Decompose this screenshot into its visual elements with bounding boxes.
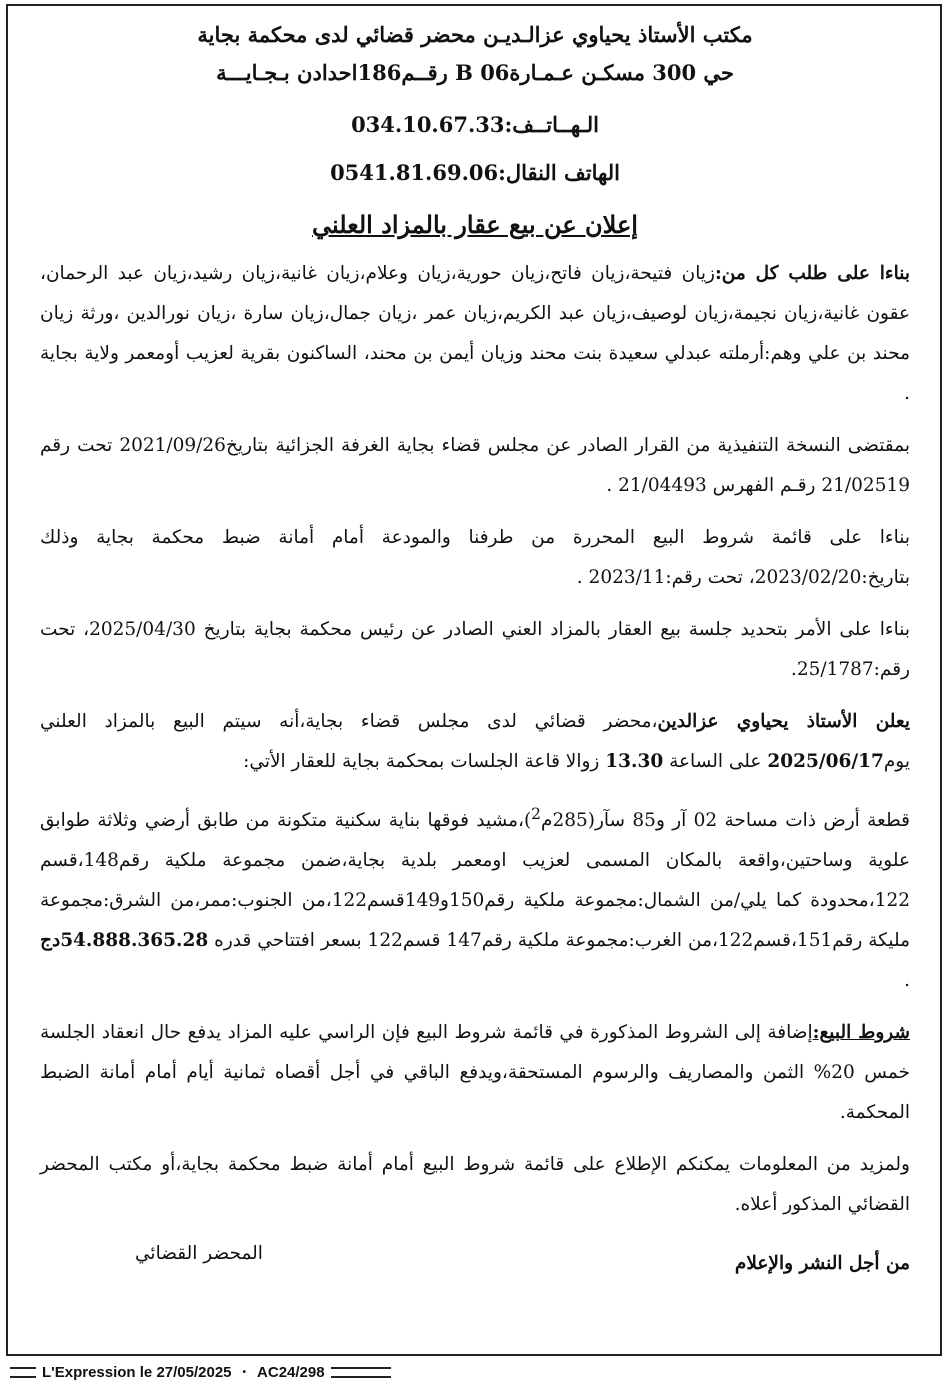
paragraph-court-decision: بمقتضى النسخة التنفيذية من القرار الصادر عن مجلس قضاء بجاية الغرفة الجزائية بتاريخ2021/09/26 تحت رقم 21/02519 رقـم الفهرس 21/04493 . bbox=[40, 435, 910, 496]
publication-footer bbox=[10, 1362, 410, 1382]
signature-row bbox=[40, 1243, 910, 1274]
auction-mid: ،محضر قضائي لدى مجلس قضاء بجاية،أنه سيتم البيع بالمزاد العلني يوم bbox=[40, 711, 910, 772]
office-phone: الـهــاتــف:034.10.67.33 bbox=[351, 112, 599, 137]
property-sup: 2 bbox=[531, 805, 541, 823]
property-main: قطعة أرض ذات مساحة 02 آر و85 سآر(285م bbox=[540, 810, 910, 832]
announcement-title: إعلان عن بيع عقار بالمزاد العلني bbox=[312, 210, 638, 239]
publication-reference: AC24/298 bbox=[257, 1363, 325, 1381]
property-rest: )،مشيد فوقها بناية سكنية متكونة من طابق أرضي وثلاثة طوابق علوية وساحتين،واقعة بالمكان المسمى لعزيب اومعمر بلدية بجاية،ضمن مجموعة ملكية رقم148،قسم 122،محدودة كما يلي/من الشمال:مجموعة ملكية رقم150و149قسم122،من الجنوب:ممر،من الشرق:مجموعة مليكة رقم151،قسم122،من الغرب:مجموعة ملكية رقم147 قسم122 بسعر افتتاحي قدره bbox=[40, 810, 910, 952]
auction-time: 13.30 bbox=[605, 751, 664, 772]
announcement-document bbox=[40, 12, 910, 1274]
opening-price: 54.888.365.28دج bbox=[40, 930, 209, 952]
paragraph-sale-terms bbox=[40, 1013, 910, 1133]
paragraph-property-description bbox=[40, 794, 910, 1001]
paragraph-requesters bbox=[40, 254, 910, 414]
office-address: حي 300 مسكـن عـمـارة06 B رقــم186احدادن بـجـايـــة bbox=[216, 60, 734, 85]
footer-rule-right bbox=[331, 1367, 391, 1378]
publication-date: L'Expression le 27/05/2025 bbox=[42, 1363, 232, 1381]
paragraph-session-order: بناءا على الأمر بتحديد جلسة بيع العقار بالمزاد العني الصادر عن رئيس محكمة بجاية بتاريخ 2025/04/30، تحت رقم:25/1787. bbox=[40, 619, 910, 680]
sale-terms-body: إضافة إلى الشروط المذكورة في قائمة شروط البيع فإن الراسي عليه المزاد يدفع حال انعقاد الجلسة خمس 20% الثمن والمصاريف والرسوم المستحقة،ويدفع الباقي في أجل أقصاه ثمانية أيام أمام أمانة الضبط المحكمة. bbox=[40, 1022, 910, 1124]
auction-time-pre: على الساعة bbox=[669, 751, 762, 772]
sale-terms-lead: شروط البيع: bbox=[812, 1022, 910, 1044]
office-mobile: الهاتف النقال:0541.81.69.06 bbox=[330, 160, 620, 185]
property-end: . bbox=[904, 970, 910, 992]
paragraph-auction-notice bbox=[40, 702, 910, 782]
requesters-body: زيان فتيحة،زيان فاتح،زيان حورية،زيان وعلام،زيان غانية،زيان رشيد،زيان عبد الرحمان، عقون غانية،زيان نجيمة،زيان لوصيف،زيان عبد الكريم،زيان عمر ،زيان جمال،زيان سارة ،زيان نورالدين ،ورثة زيان محند بن علي وهم:أرملته عبدلي سعيدة بنت محند وزيان أيمن بن محند، الساكنون بقرية لعزيب أومعمر ولاية بجاية . bbox=[40, 263, 910, 404]
bailiff-signature: المحضر القضائي bbox=[135, 1243, 263, 1265]
paragraph-more-info: ولمزيد من المعلومات يمكنكم الإطلاع على قائمة شروط البيع أمام أمانة ضبط محكمة بجاية،أو مكتب المحضر القضائي المذكور أعلاه. bbox=[40, 1154, 910, 1216]
auction-date: 2025/06/17 bbox=[767, 751, 884, 772]
footer-separator: • bbox=[242, 1366, 247, 1378]
auction-lead: يعلن الأستاذ يحياوي عزالدين bbox=[657, 711, 910, 732]
office-name: مكتب الأستاذ يحياوي عزالـديـن محضر قضائي لدى محكمة بجاية bbox=[197, 22, 753, 47]
requesters-lead: بناءا على طلب كل من: bbox=[714, 263, 910, 284]
paragraph-sale-conditions-list: بناءا على قائمة شروط البيع المحررة من طرفنا والمودعة أمام أمانة ضبط محكمة بجاية وذلك بتاريخ:2023/02/20، تحت رقم:2023/11 . bbox=[40, 527, 910, 588]
footer-rule-left bbox=[10, 1367, 36, 1378]
auction-tail: زوالا قاعة الجلسات بمحكمة بجاية للعقار الأتي: bbox=[243, 751, 600, 772]
publish-note: من أجل النشر والإعلام bbox=[734, 1253, 910, 1275]
